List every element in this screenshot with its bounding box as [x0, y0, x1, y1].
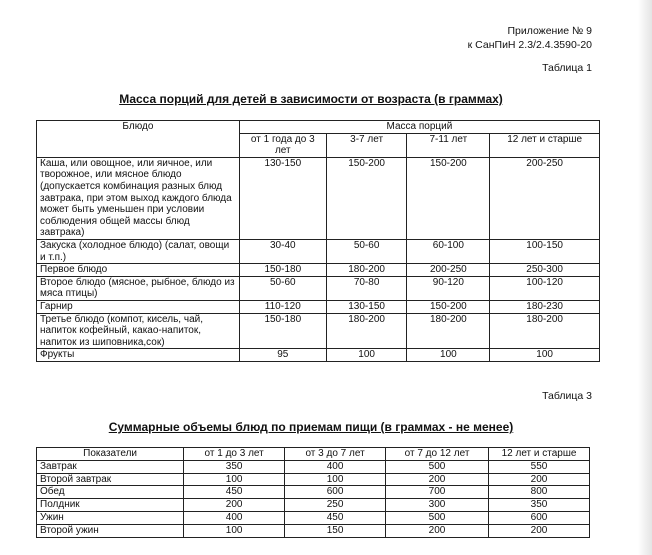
table3-number: Таблица 3: [542, 390, 592, 402]
dish-name-cell: Фрукты: [37, 349, 240, 362]
table3-row: [37, 460, 590, 473]
volume-value-cell: 700: [386, 486, 489, 499]
table1-age-col: 12 лет и старше: [490, 133, 600, 157]
table3-col-indicator: Показатели: [37, 448, 184, 461]
volume-value-cell: 250: [285, 499, 386, 512]
portion-value-cell: 50-60: [239, 276, 326, 300]
table3-age-col: от 3 до 7 лет: [285, 448, 386, 461]
volume-value-cell: 300: [386, 499, 489, 512]
portion-value-cell: 110-120: [239, 300, 326, 313]
volume-value-cell: 550: [489, 460, 590, 473]
portion-value-cell: 100-120: [490, 276, 600, 300]
table1-age-col: 7-11 лет: [407, 133, 490, 157]
dish-name-cell: Третье блюдо (компот, кисель, чай, напиток кофейный, какао-напиток, напиток из шиповника,сок): [37, 313, 240, 349]
table3-age-col: от 1 до 3 лет: [184, 448, 285, 461]
portion-value-cell: 180-230: [490, 300, 600, 313]
meal-name-cell: Второй завтрак: [37, 473, 184, 486]
portion-value-cell: 180-200: [407, 313, 490, 349]
volume-value-cell: 450: [184, 486, 285, 499]
table3-row: [37, 473, 590, 486]
volume-value-cell: 800: [489, 486, 590, 499]
table1-row: [37, 300, 600, 313]
volume-value-cell: 100: [184, 524, 285, 537]
table3-row: [37, 524, 590, 537]
table1-header-row: [37, 121, 600, 134]
table3-title: Суммарные объемы блюд по приемам пищи (в граммах - не менее): [108, 420, 514, 434]
portion-value-cell: 150-200: [326, 157, 407, 239]
table1-row: [37, 239, 600, 263]
table3-age-col: 12 лет и старше: [489, 448, 590, 461]
portion-mass-table: [36, 120, 600, 362]
portion-value-cell: 130-150: [239, 157, 326, 239]
dish-name-cell: Гарнир: [37, 300, 240, 313]
volume-value-cell: 400: [285, 460, 386, 473]
appendix-header: [468, 24, 592, 52]
volume-value-cell: 500: [386, 460, 489, 473]
volume-value-cell: 450: [285, 511, 386, 524]
portion-value-cell: 180-200: [326, 264, 407, 277]
table1-col-group: Масса порций: [239, 121, 599, 134]
portion-value-cell: 100: [407, 349, 490, 362]
portion-value-cell: 150-180: [239, 313, 326, 349]
table1-row: [37, 349, 600, 362]
table1-row: [37, 264, 600, 277]
portion-value-cell: 95: [239, 349, 326, 362]
volume-value-cell: 100: [184, 473, 285, 486]
portion-value-cell: 150-180: [239, 264, 326, 277]
portion-value-cell: 90-120: [407, 276, 490, 300]
table1-number: Таблица 1: [542, 62, 592, 74]
table3-row: [37, 486, 590, 499]
meal-volume-table: [36, 447, 590, 538]
table1-age-col: 3-7 лет: [326, 133, 407, 157]
portion-value-cell: 250-300: [490, 264, 600, 277]
portion-value-cell: 200-250: [490, 157, 600, 239]
page-edge-shadow: [638, 0, 652, 555]
table3-row: [37, 499, 590, 512]
dish-name-cell: Второе блюдо (мясное, рыбное, блюдо из мяса птицы): [37, 276, 240, 300]
volume-value-cell: 200: [184, 499, 285, 512]
volume-value-cell: 200: [386, 524, 489, 537]
portion-value-cell: 150-200: [407, 300, 490, 313]
table1-row: [37, 313, 600, 349]
table1-title: Масса порций для детей в зависимости от возраста (в граммах): [119, 92, 503, 106]
portion-value-cell: 100: [326, 349, 407, 362]
dish-name-cell: Первое блюдо: [37, 264, 240, 277]
volume-value-cell: 600: [285, 486, 386, 499]
dish-name-cell: Каша, или овощное, или яичное, или творожное, или мясное блюдо (допускается комбинация разных блюд завтрака, при этом выход каждого блюда может быть уменьшен при условии соблюдения общей массы блюд завтрака): [37, 157, 240, 239]
volume-value-cell: 350: [184, 460, 285, 473]
volume-value-cell: 400: [184, 511, 285, 524]
portion-value-cell: 60-100: [407, 239, 490, 263]
dish-name-cell: Закуска (холодное блюдо) (салат, овощи и т.п.): [37, 239, 240, 263]
meal-name-cell: Ужин: [37, 511, 184, 524]
meal-name-cell: Полдник: [37, 499, 184, 512]
volume-value-cell: 600: [489, 511, 590, 524]
table3-header-row: [37, 448, 590, 461]
meal-name-cell: Второй ужин: [37, 524, 184, 537]
meal-name-cell: Завтрак: [37, 460, 184, 473]
volume-value-cell: 500: [386, 511, 489, 524]
portion-value-cell: 100: [490, 349, 600, 362]
volume-value-cell: 200: [489, 473, 590, 486]
table1-row: [37, 157, 600, 239]
appendix-reference: к СанПиН 2.3/2.4.3590-20: [467, 39, 592, 51]
volume-value-cell: 150: [285, 524, 386, 537]
meal-name-cell: Обед: [37, 486, 184, 499]
portion-value-cell: 50-60: [326, 239, 407, 263]
volume-value-cell: 200: [489, 524, 590, 537]
table3-age-col: от 7 до 12 лет: [386, 448, 489, 461]
table1-row: [37, 276, 600, 300]
portion-value-cell: 70-80: [326, 276, 407, 300]
portion-value-cell: 180-200: [326, 313, 407, 349]
volume-value-cell: 100: [285, 473, 386, 486]
appendix-number: Приложение № 9: [507, 25, 592, 37]
portion-value-cell: 30-40: [239, 239, 326, 263]
table1-age-col: от 1 года до 3 лет: [239, 133, 326, 157]
portion-value-cell: 150-200: [407, 157, 490, 239]
volume-value-cell: 350: [489, 499, 590, 512]
portion-value-cell: 200-250: [407, 264, 490, 277]
table1-col-dish: Блюдо: [37, 121, 240, 158]
portion-value-cell: 130-150: [326, 300, 407, 313]
table3-row: [37, 511, 590, 524]
volume-value-cell: 200: [386, 473, 489, 486]
portion-value-cell: 180-200: [490, 313, 600, 349]
portion-value-cell: 100-150: [490, 239, 600, 263]
